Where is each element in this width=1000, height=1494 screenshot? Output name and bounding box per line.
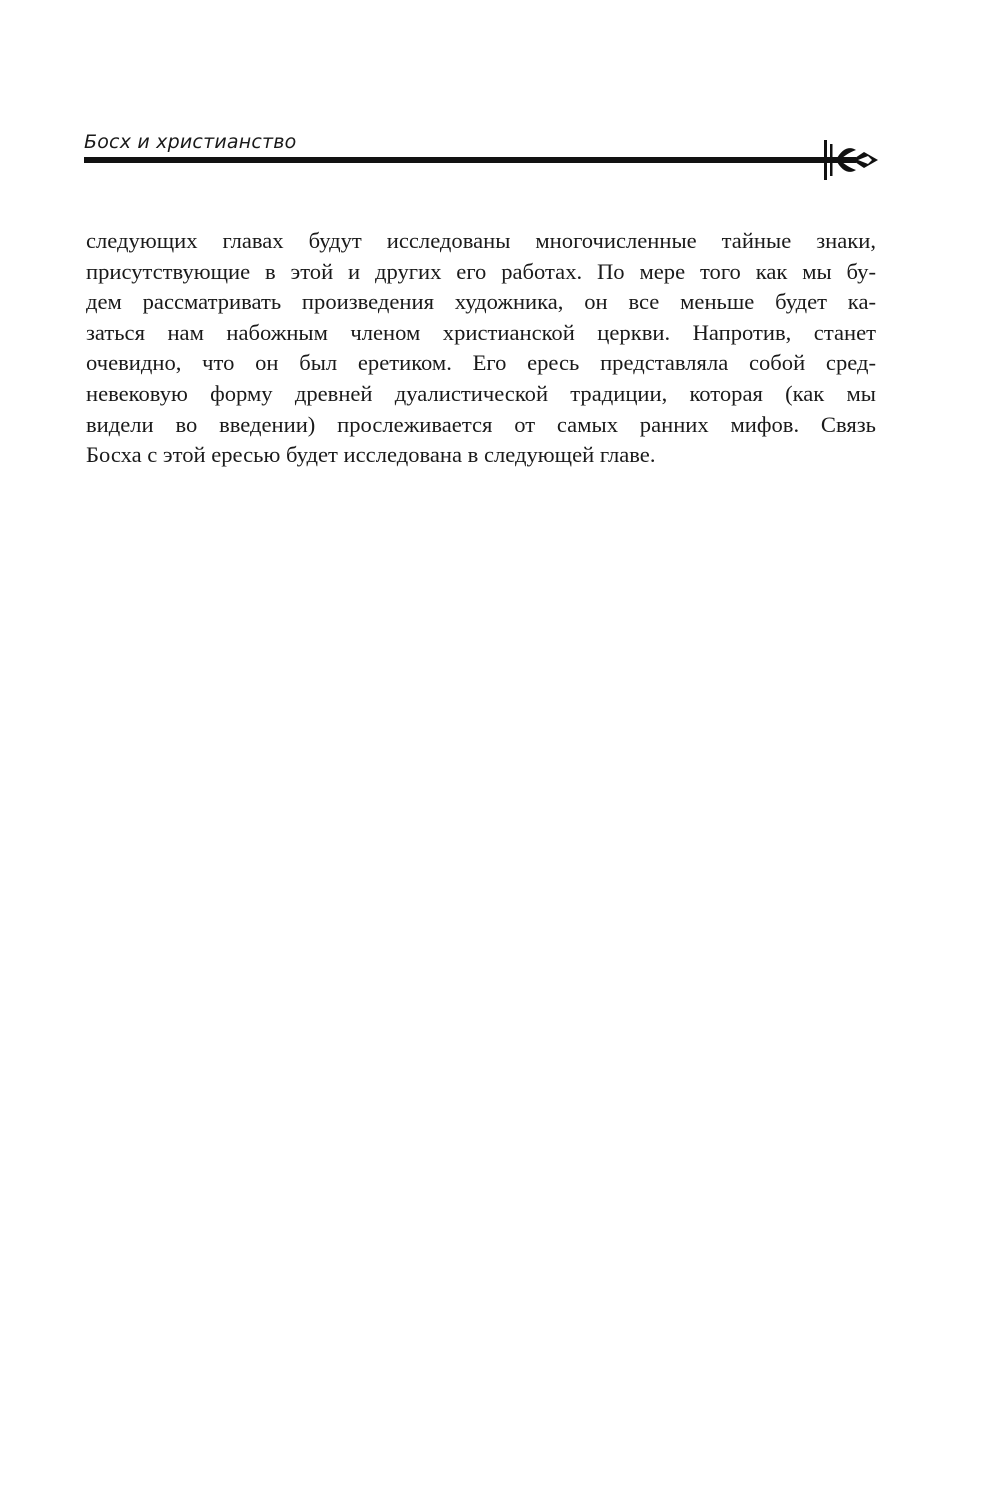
text-line: присутствующие в этой и других его работах. По мере того как мы бу-	[86, 258, 876, 284]
text-line: очевидно, что он был еретиком. Его ересь представляла собой сред-	[86, 350, 876, 376]
text-line: видели во введении) прослеживается от самых ранних мифов. Связь	[86, 411, 876, 437]
text-line: заться нам набожным членом христианской церкви. Напротив, станет	[86, 319, 876, 345]
text-line: дем рассматривать произведения художника, он все меньше будет ка-	[86, 289, 876, 315]
body-paragraph	[86, 226, 876, 471]
text-line: следующих главах будут исследованы многочисленные тайные знаки,	[86, 228, 876, 253]
text-line: невековую форму древней дуалистической традиции, которая (как мы	[86, 380, 876, 406]
text-line: Босха с этой ересью будет исследована в следующей главе.	[86, 442, 656, 468]
running-header-title: Босх и христианство	[84, 131, 297, 153]
header-rule	[84, 157, 829, 163]
arrow-fleuron-icon	[812, 136, 878, 184]
